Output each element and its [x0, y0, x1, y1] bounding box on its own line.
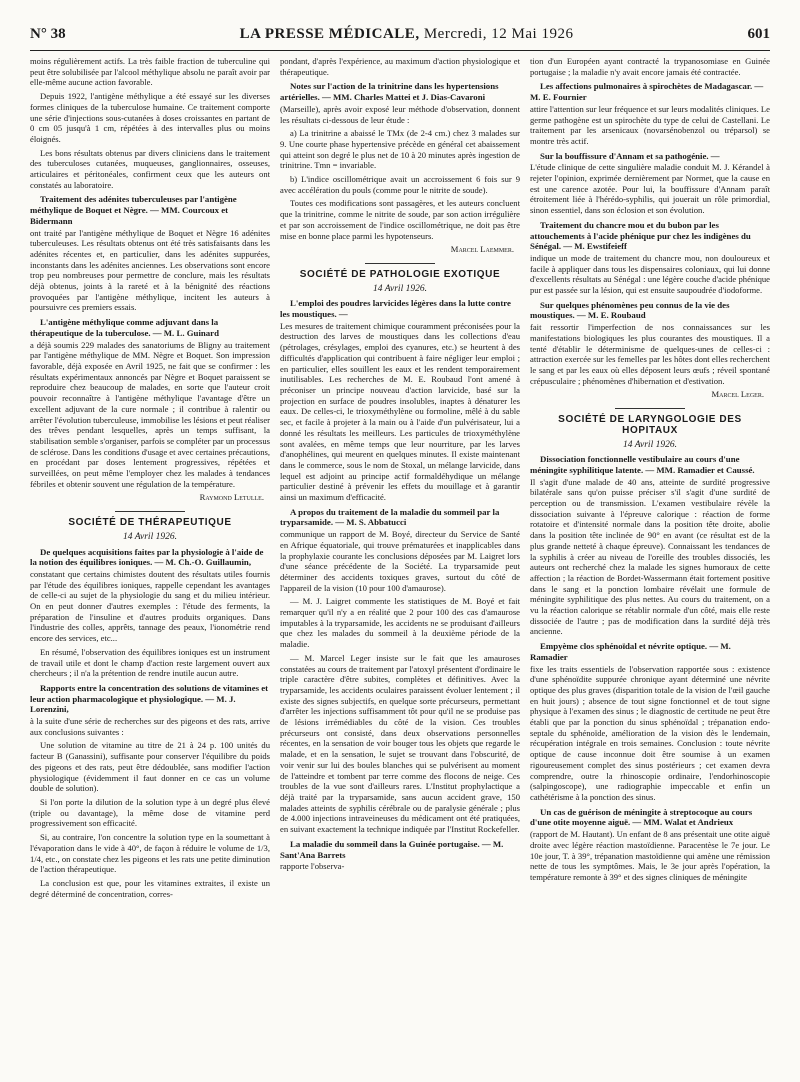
- paragraph: L'étude clinique de cette singulière maladie conduit M. J. Kérandel à rejeter l'opinion, exprimée dernièrement par Normet, que la cause en est une carence azotée. Pour lui, la bouffissure d'Annam paraît étroitement liée à l'hérédo-syphilis, qui jouerait un rôle primordial, sinon essentiel, dans son éclosion et son évolution.: [530, 162, 770, 216]
- paragraph: pondant, d'après l'expérience, au maximum d'action physiologique et thérapeutique.: [280, 56, 520, 77]
- paragraph: Les mesures de traitement chimique couramment préconisées pour la destruction des larves de moustiques dans les collections d'eau (pétrolages, crésylages, emploi des cyanures, etc.) se heurtent à des difficultés d'application qui contribuent à faire négliger leur emploi ; en particulier, elles souillent les eaux et les rendent temporairement inutilisables. Les recherches de M. E. Roubaud l'ont amené à préconiser un principe nouveau d'action larvicide, basé sur la projection en surface de poudres insolubles, inaptes à dénaturer les eaux. De celles-ci, le trioxyméthylène ou formoline, mêlé à du sable sec, et facile à projeter à la main ou à l'aide d'un pulvérisateur, lui a donné les résultats les meilleurs. Les particules de trioxyméthylène sont avalées, en même temps que leur nourriture, par les larves d'anophélines, qui meurent en quelques minutes. Il existe maintenant dans le commerce, sous le nom de Stoxal, un mélange larvicide, dans lequel est adjoint au principe actif formaldéhydique un mélange particulier destiné à prévenir les effets du mouillage et à garantir ainsi un maximum d'efficacité.: [280, 320, 520, 503]
- paragraph: à la suite d'une série de recherches sur des pigeons et des rats, arrive aux conclusions suivantes :: [30, 716, 270, 737]
- paragraph: — M. J. Laigret commente les statistiques de M. Boyé et fait remarquer qu'il n'y a en réalité que 2 pour 100 des cas d'amaurose imputables à la tryparsamide, les accidents ne se produisant d'ailleurs que chez les malades du sommeil à la deuxième période de la maladie.: [280, 596, 520, 650]
- paragraph: a) La trinitrine a abaissé le TMx (de 2-4 cm.) chez 3 malades sur 9. Une courte phase hypertensive précède en général cet abaissement qui atteint son degré le plus net de 10 à 20 minutes après ingestion de trinitrine. Tmn = invariable.: [280, 128, 520, 171]
- article-heading: Sur la bouffissure d'Annam et sa pathogénie. —: [540, 150, 720, 161]
- paragraph: En résumé, l'observation des équilibres ioniques est un instrument de travail utile et dont le champ d'action reste largement ouvert aux chercheurs ; il n'a la prétention de rendre inutile aucun autre.: [30, 646, 270, 679]
- paragraph: (rapport de M. Hautant). Un enfant de 8 ans présentait une otite aiguë droite avec légère réaction mastoïdienne. Paracentèse le 7e jour. Le 10e jour, T. à 39°, trépanation mastoïdienne qui amène une rémission nette de tous les symptômes. Mais, le 3e jour après l'opération, la température remonte à 39° et des signes cliniques de méningite: [530, 829, 770, 882]
- article-heading: Notes sur l'action de la trinitrine dans les hypertensions artérielles. — MM. Charles Mattei et J. Dias-Cavaroni: [280, 81, 499, 103]
- section-rule: [115, 511, 185, 512]
- article-heading: Traitement des adénites tuberculeuses par l'antigène méthylique de Boquet et Nègre. — MM. Courcoux et Bidermann: [30, 194, 237, 226]
- section-title: SOCIÉTÉ DE PATHOLOGIE EXOTIQUE: [299, 268, 501, 280]
- article-heading: Un cas de guérison de méningite à streptocoque au cours d'une otite moyenne aiguë. — MM. Walat et Andrieux: [530, 806, 753, 828]
- page-number: 601: [747, 26, 770, 42]
- column-1: [30, 56, 270, 1074]
- article-heading: De quelques acquisitions faites par la physiologie à l'aide de la notion des équilibres ioniques. — M. Ch.-O. Guillaumin,: [30, 546, 264, 568]
- paragraph: rapporte l'observa-: [280, 861, 345, 872]
- paragraph: Les bons résultats obtenus par divers cliniciens dans le traitement des tuberculoses cutanées, muqueuses, ganglionnaires, osseuses, articulaires et péritonéales, confirment ceux que les auteurs ont constatés au laboratoire.: [30, 147, 270, 190]
- article-heading: Traitement du chancre mou et du bubon par les attouchements à l'acide phénique pur chez les indigènes du Sénégal. — M. Ewstifeieff: [530, 219, 751, 252]
- page-header: [30, 26, 770, 48]
- issue-number: N° 38: [30, 26, 66, 42]
- article-heading: La maladie du sommeil dans la Guinée portugaise. — M. Sant'Ana Barrets: [280, 838, 504, 860]
- paragraph: tion d'un Européen ayant contracté la trypanosomiase en Guinée portugaise ; la maladie n'y avait encore jamais été contractée.: [530, 56, 770, 77]
- section-date: 14 Avril 1926.: [373, 283, 427, 294]
- article-heading: A propos du traitement de la maladie du sommeil par la tryparsamide. — M. S. Abbatucci: [280, 506, 500, 528]
- paragraph: indique un mode de traitement du chancre mou, non douloureux et facile à appliquer dans tous les dispensaires coloniaux, qui lui donne d'excellents résultats au Sénégal : une légère couche d'acide phénique pur est passée sur la lésion, qui est ensuite saupoudrée d'iodoforme.: [530, 252, 770, 296]
- paragraph: — M. Marcel Leger insiste sur le fait que les amauroses constatées au cours de traitement par l'atoxyl présentent d'ordinaire le triple caractère d'être subites, complètes et définitives. Avec la tryparsamide, les accidents oculaires paraissent évoluer lentement ; il existe des signes subjectifs, en quelque sorte précurseurs, permettant d'arrêter les injections suffisamment tôt pour qu'il ne se produise pas de lésions irrémédiables du côté de la vision. Ces troubles précurseurs ont consisté, dans deux observations personnelles récentes, en la sensation de voir bouger tous les objets que regarde le malade, et en la sensation, le sujet se trouvant dans l'obscurité, de voir venir sur lui des boules blanches qui se pulvérisent au moment de l'atteindre et tombent par terre comme des flocons de neige. Ces troubles de la vue sont d'ailleurs rares. L'Institut prophylactique a déjà traité par la tryparsamide, sans aucun accident grave, 150 malades atteints de syphilis cérébrale ou de paralysie générale ; plus de 4.000 injections intraveineuses du médicament ont été pratiquées, en suivant exactement la technique indiquée par l'Institut Rockefeller.: [280, 652, 520, 835]
- section-rule: [615, 408, 685, 409]
- paragraph: constatant que certains chimistes doutent des résultats utiles fournis par l'étude des équilibres ioniques, rappelle cependant les avantages de celle-ci au sujet de la physiologie du sang et du milieu intérieur. On en peut donner d'autres exemples : l'étude des ferments, la préparation de l'insuline et d'autres produits organiques. Dans l'industrie des colles, apprêts, tannage des peaux, l'ionométrie rend encore des services, etc...: [30, 568, 270, 644]
- paragraph: Une solution de vitamine au titre de 21 à 24 p. 100 unités du facteur B (Ganassini), suffisante pour conserver l'équilibre du poids des pigeons et des rats, peut être dédoublée, sans modifier l'action physiologique (évidemment il faut donner en ce cas un volume double de solution).: [30, 740, 270, 794]
- section-title: SOCIÉTÉ DE THÉRAPEUTIQUE: [68, 517, 232, 529]
- section-header: [530, 408, 770, 450]
- column-2: [280, 56, 520, 1074]
- paragraph: attire l'attention sur leur fréquence et sur leurs modalités cliniques. Le germe pathogène est un spirochète du type de celui de Castellani. Le traitement par les arsenicaux (novarsénobenzol ou tréparsol) se montre très actif.: [530, 103, 770, 146]
- paragraph: Il s'agit d'une malade de 40 ans, atteinte de surdité progressive bilatérale sans qu'on puisse préciser s'il s'agit d'une surdité de perception ou de transmission. L'examen vestibulaire révèle la dissociation suivante à l'épreuve calorique : réaction de forme rotatoire et d'intensité normale dans la position tête droite, abolie dans la position tête inclinée de 90° en avant (ce résultat est de la plus grande netteté à chaque épreuve). Connaissant les tendances de la syphilis à créer au niveau de l'oreille des troubles dissociés, les auteurs ont recherché chez la malade les signes humoraux de cette affection ; la réaction de Bordet-Wassermann était fortement positive dans le sang et la ponction lombaire révélait une formule de méningite syphilitique des plus nettes. Au cours du traitement, on a vu la réaction calorique se rétablir normale d'un côté, mais elle reste dissociée de l'autre ; pas de modification dans la surdité déjà très ancienne.: [530, 476, 770, 637]
- issue-date: Mercredi, 12 Mai 1926: [423, 26, 574, 42]
- paragraph: Depuis 1922, l'antigène méthylique a été essayé sur les diverses formes cliniques de la tuberculose humaine. Ce traitement comporte une série d'injections sous-cutanées à doses croissantes en partant de 0 cm 05 jusqu'à 1 cm, répétées à des intervalles plus ou moins éloignés.: [30, 91, 270, 144]
- article-heading: Les affections pulmonaires à spirochètes de Madagascar. — M. E. Fournier: [530, 81, 764, 103]
- journal-name: LA PRESSE MÉDICALE,: [239, 26, 420, 42]
- section-rule: [365, 263, 435, 264]
- paragraph: b) L'indice oscillométrique avait un accroissement 6 fois sur 9 avec accélération du pouls (comme pour le nitrite de soude).: [280, 174, 520, 195]
- paragraph: Toutes ces modifications sont passagères, et les auteurs concluent que la trinitrine, comme le nitrite de soude, par son action irrégulière et par son accroissement de l'indice oscillométrique, ne doit pas être mise en bonne place parmi les hypotenseurs.: [280, 198, 520, 241]
- paragraph: communique un rapport de M. Boyé, directeur du Service de Santé en Afrique équatoriale, qui trouve prématurées et inapplicables dans la prophylaxie courante les conclusions déposées par M. Laigret lors d'une séance précédente de la Société. La tryparsamide peut déterminer des accidents toxiques graves, surtout du côté de l'appareil de la vision (10 pour 100 d'amaurose).: [280, 529, 520, 593]
- header-rule: [30, 50, 770, 51]
- paragraph: (Marseille), après avoir exposé leur méthode d'observation, donnent les résultats ci-dessous de leur étude :: [280, 103, 520, 125]
- section-header: [280, 263, 520, 294]
- section-date: 14 Avril 1926.: [623, 439, 677, 450]
- paragraph: La conclusion est que, pour les vitamines extraites, il existe un degré déterminé de concentration, corres-: [30, 877, 270, 899]
- signature: Marcel Leger.: [711, 389, 764, 400]
- journal-title: [240, 26, 574, 43]
- article-heading: Dissociation fonctionnelle vestibulaire au cours d'une méningite syphilitique latente. — MM. Ramadier et Caussé.: [530, 454, 755, 475]
- signature: Raymond Letulle.: [199, 492, 264, 503]
- section-header: [30, 511, 270, 542]
- article-heading: Rapports entre la concentration des solutions de vitamines et leur action pharmacologique et physiologique. — M. J. Lorenzini,: [30, 682, 269, 715]
- paragraph: Si l'on porte la dilution de la solution type à un degré plus élevé (triple ou davantage), la même dose de vitamine perd progressivement son efficacité.: [30, 797, 270, 829]
- article-heading: L'antigène méthylique comme adjuvant dans la thérapeutique de la tuberculose. — M. L. Guinard: [30, 317, 219, 338]
- article-heading: Empyème clos sphénoïdal et névrite optique. — M. Ramadier: [530, 641, 731, 662]
- text-columns: [30, 56, 770, 1074]
- paragraph: fait ressortir l'imperfection de nos connaissances sur les manifestations biologiques les plus courantes des moustiques. Il a tenté d'établir le déterminisme de quelques-unes de celles-ci : attraction exercée sur les femelles par les hôtes dont elles recherchent le sang et par les eaux où elles déposent leurs œufs ; réveil spontané crépusculaire ; phénomènes d'hibernation et d'estivation.: [530, 322, 770, 386]
- paragraph: moins régulièrement actifs. La très faible fraction de tuberculine qui peut être solubilisée par l'alcool méthylique absolu ne paraît avoir par elle-même aucune action favorable.: [30, 56, 270, 88]
- section-title: SOCIÉTÉ DE LARYNGOLOGIE DES HOPITAUX: [558, 414, 742, 436]
- signature: Marcel Laemmer.: [450, 244, 514, 255]
- section-date: 14 Avril 1926.: [123, 531, 177, 542]
- paragraph: a déjà soumis 229 malades des sanatoriums de Bligny au traitement par l'antigène méthylique de MM. Nègre et Boquet. Son impression favorable, déjà exposée en Avril 1925, ne fait que se confirmer : les résultats expérimentaux annoncés par Nègre et Boquet paraissent se reproduire chez beaucoup de malades, en sorte que l'auteur croit pouvoir reconnaître à l'antigène méthylique l'avantage d'être un excellent adjuvant de la cure normale ; il contribue à ralentir ou arrêter l'évolution tuberculeuse, immobilise les lésions et peut réaliser des trêves pendant lesquelles, après un temps suffisant, la stabilisation semble s'organiser, parfois se compléter par un processus de sclérose. Dans les conditions d'usage et avec certaines précautions, en procédant par doses lentement progressives, répétées et surveillées, on peut même l'employer chez les malades à tendances fébriles et obtenir souvent une régulation de la température.: [30, 339, 270, 489]
- column-3: [530, 56, 770, 1074]
- paragraph: Si, au contraire, l'on concentre la solution type en la soumettant à l'évaporation dans le vide à 40°, de façon à réduire le volume de 1/3, 1/4, etc., on constate chez les pigeons et les rats une petite diminution de l'action thérapeutique.: [30, 832, 270, 875]
- article-heading: Sur quelques phénomènes peu connus de la vie des moustiques. — M. E. Roubaud: [530, 299, 730, 321]
- article-heading: L'emploi des poudres larvicides légères dans la lutte contre les moustiques. —: [280, 298, 511, 320]
- paragraph: ont traité par l'antigène méthylique de Boquet et Nègre 16 adénites tuberculeuses. Les résultats obtenus ont été très satisfaisants dans les adénites récentes et, en particulier, dans les adénites suppurées, inconstants dans les adénites anciennes. Les observations sont encore trop peu nombreuses pour permettre de conclure, mais les résultats déjà obtenus, joints à la rareté et à la bénignité des réactions provoquées par l'antigène méthylique, incitent les auteurs à poursuivre ces premiers essais.: [30, 227, 270, 313]
- paragraph: fixe les traits essentiels de l'observation rapportée sous : existence d'une sphénoïdite suppurée chronique ayant déterminé une névrite optique des plus graves (disparition totale de la vision de l'œil gauche en huit jours) ; absence de tout signe fonctionnel et de tout signe physique à l'examen des sinus ; le diagnostic de certitude ne peut être établi que par la ponction du sinus sphénoïdal ; trépanation endo-septale du sphénoïde, amélioration de la vision dès le lendemain, récupération intégrale en trois semaines. Conclusion : toute névrite optique de cause inconnue doit être soumise à un examen rigoureusement complet des sinus postérieurs ; cet examen devra comprendre, outre la rhinoscopie ordinaire, l'endorhinoscopie (salpingoscope), une radiographie impeccable et enfin un cathétérisme à la ponction des sinus.: [530, 663, 770, 802]
